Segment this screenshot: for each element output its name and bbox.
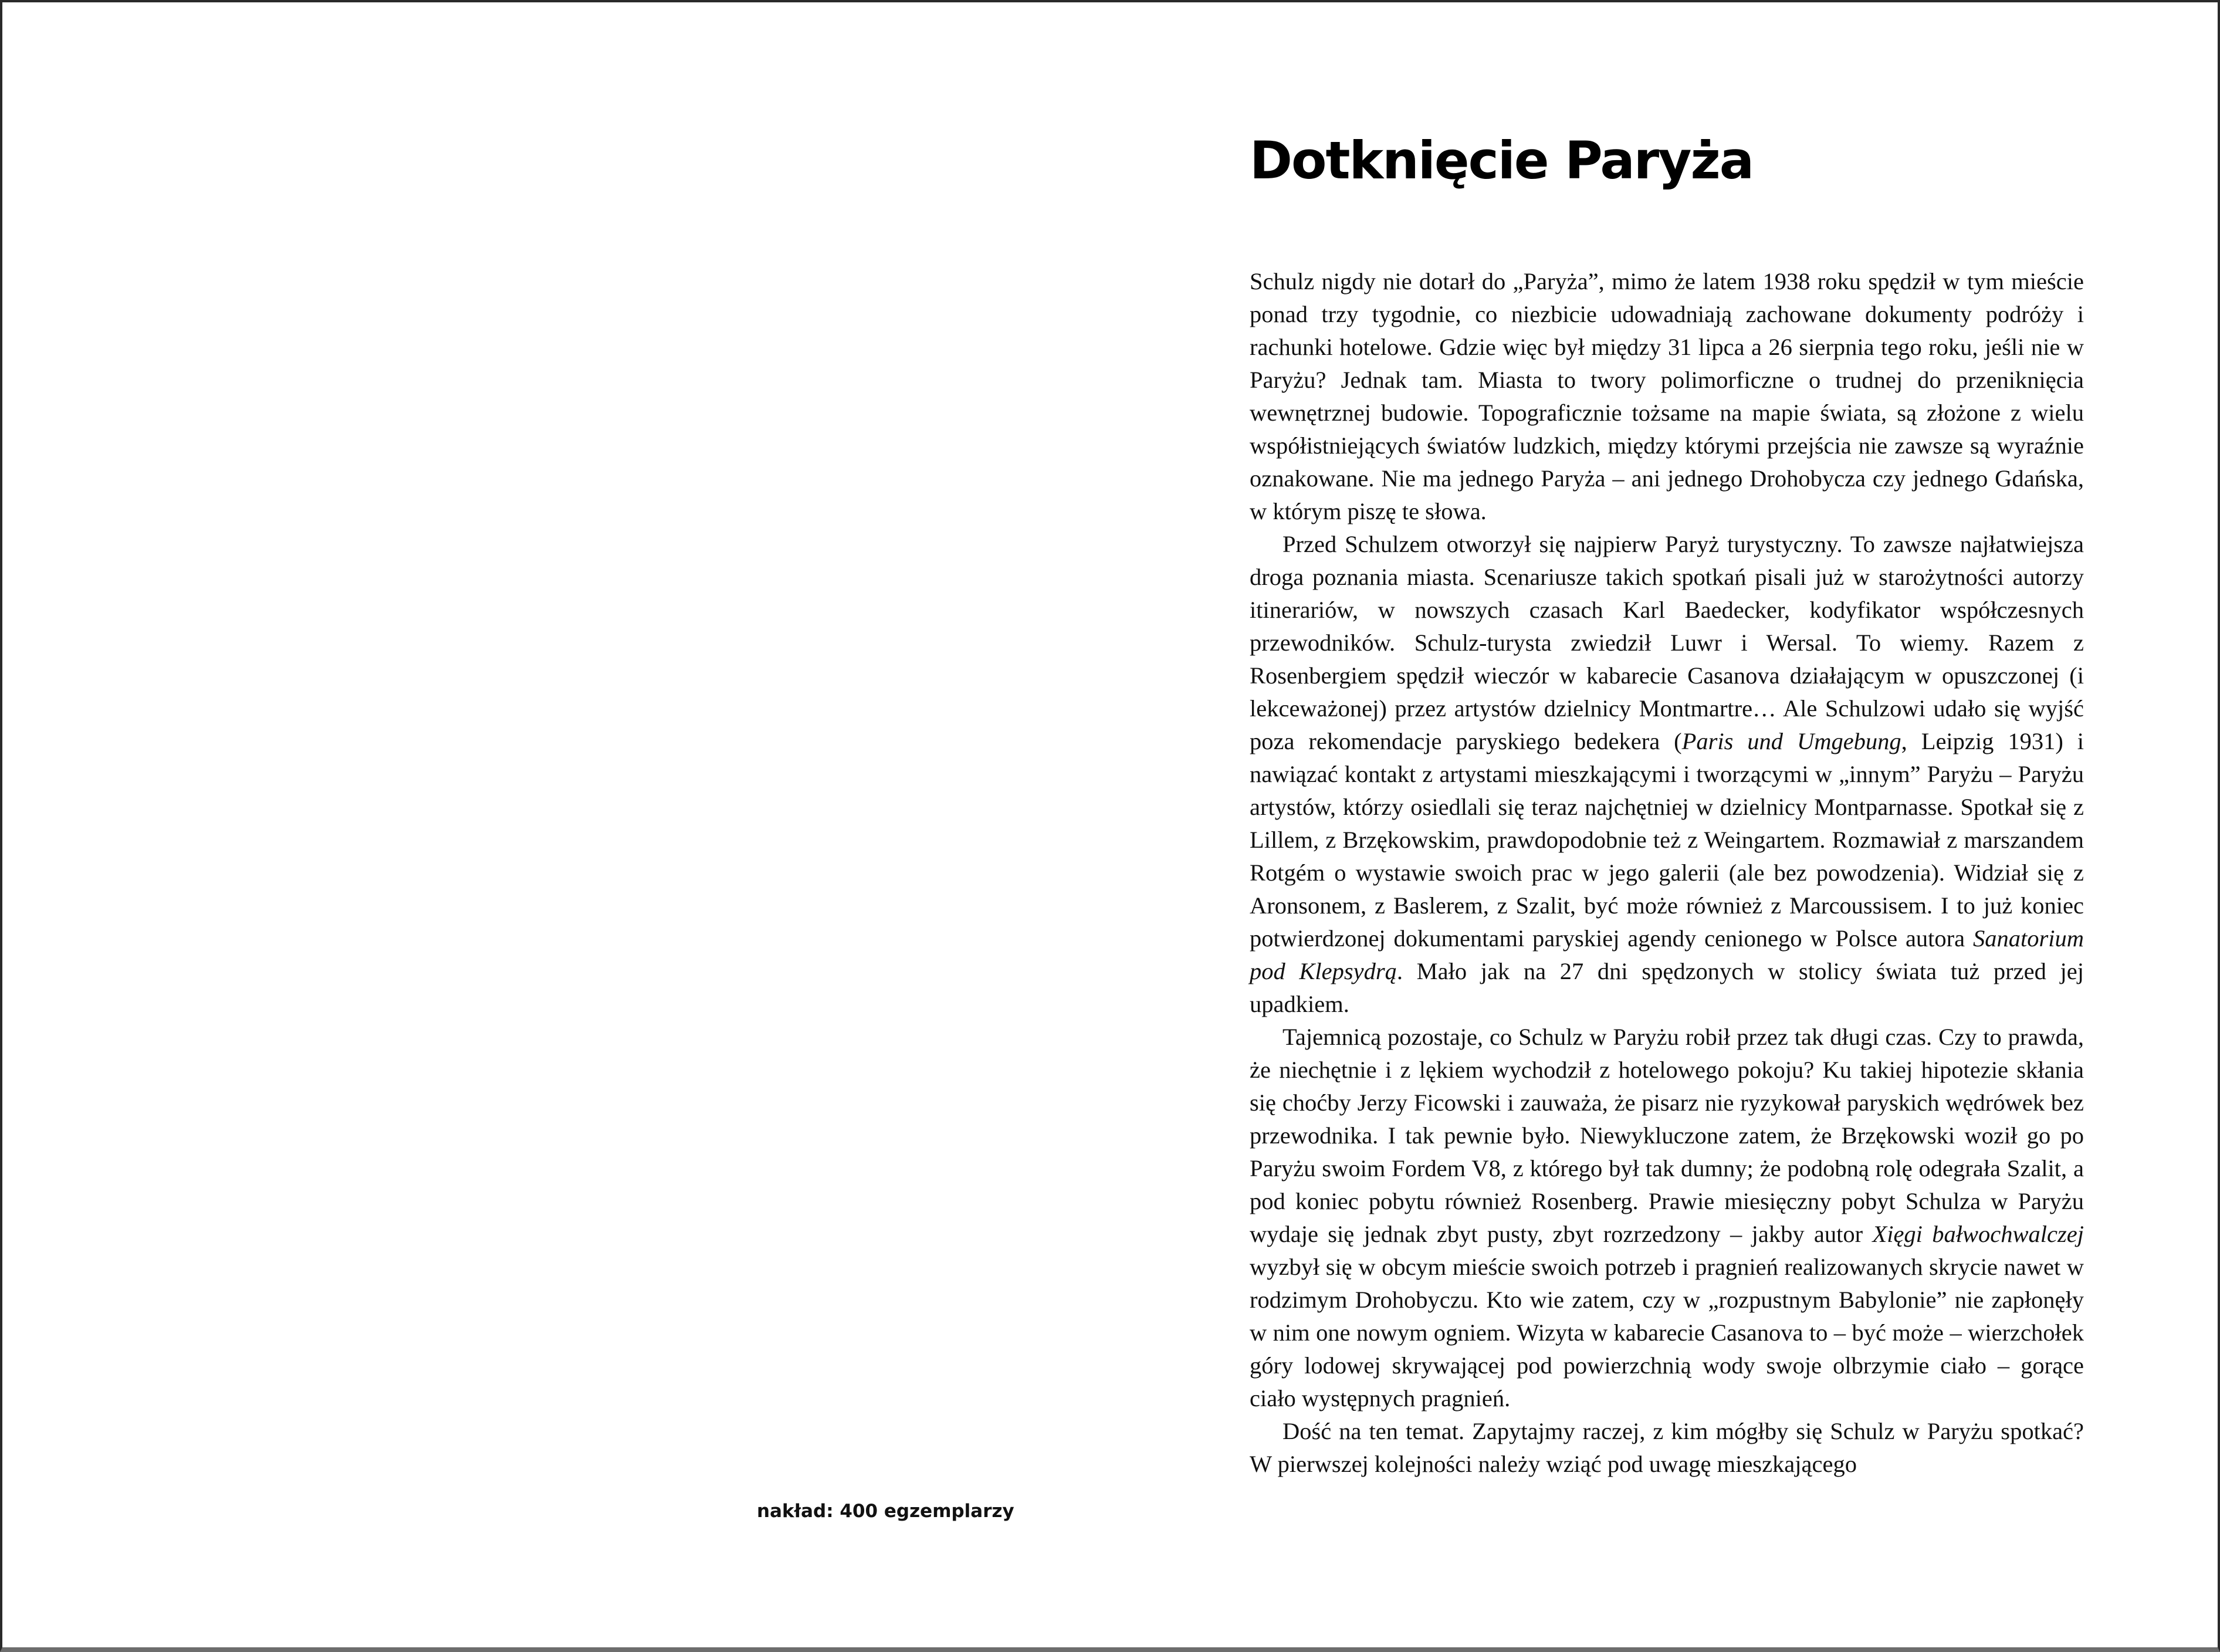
body-text: [1250, 265, 2084, 1481]
paragraph-text: . Mało jak na 27 dni spędzonych w stolicy świata tuż przed jej upadkiem.: [1250, 958, 2084, 1017]
paragraph-text: Dość na ten temat. Zapytajmy raczej, z kim mógłby się Schulz w Paryżu spotkać? W pierwszej kolejności należy wziąć pod uwagę mieszkającego: [1250, 1418, 2084, 1477]
paragraph-text: , Leipzig 1931) i nawiązać kontakt z artystami mieszkającymi i tworzącymi w „innym” Paryżu – Paryżu artystów, którzy osiedlali się teraz najchętniej w dzielnicy Montparnasse. Spotkał się z Lillem, z Brzękowskim, prawdopodobnie też z Weingartem. Rozmawiał z marszandem Rotgém o wystawie swoich prac w jego galerii (ale bez powodzenia). Widział się z Aronsonem, z Baslerem, z Szalit, być może również z Marcoussisem. I to już koniec potwierdzonej dokumentami paryskiej agendy cenionego w Polsce autora: [1250, 728, 2084, 952]
paragraph: [1250, 265, 2084, 528]
paragraph-text: Schulz nigdy nie dotarł do „Paryża”, mimo że latem 1938 roku spędził w tym mieście ponad trzy tygodnie, co niezbicie udowadniają zachowane dokumenty podróży i rachunki hotelowe. Gdzie więc był między 31 lipca a 26 sierpnia tego roku, jeśli nie w Paryżu? Jednak tam. Miasta to twory polimorficzne o trudnej do przeniknięcia wewnętrznej budowie. Topograficznie tożsame na mapie świata, są złożone z wielu współistniejących światów ludzkich, między którymi przejścia nie zawsze są wyraźnie oznakowane. Nie ma jednego Paryża – ani jednego Drohobycza czy jednego Gdańska, w którym piszę te słowa.: [1250, 268, 2084, 524]
book-title-italic: Sanatorium pod Klepsydrą: [1250, 925, 2084, 984]
chapter-title: Dotknięcie Paryża: [1250, 130, 1754, 191]
paragraph: [1250, 1415, 2084, 1481]
paragraph-text: Tajemnicą pozostaje, co Schulz w Paryżu robił przez tak długi czas. Czy to prawda, że niechętnie i z lękiem wychodził z hotelowego pokoju? Ku takiej hipotezie skłania się choćby Jerzy Ficowski i zauważa, że pisarz nie ryzykował paryskich wędrówek bez przewodnika. I tak pewnie było. Niewykluczone zatem, że Brzękowski woził go po Paryżu swoim Fordem V8, z którego był tak dumny; że podobną rolę odegrała Szalit, a pod koniec pobytu również Rosenberg. Prawie miesięczny pobyt Schulza w Paryżu wydaje się jednak zbyt pusty, zbyt rozrzedzony – jakby autor: [1250, 1024, 2084, 1247]
paragraph: [1250, 1021, 2084, 1415]
book-title-italic: Paris und Umgebung: [1681, 728, 1901, 754]
paragraph-text: wyzbył się w obcym mieście swoich potrzeb i pragnień realizowanych skrycie nawet w rodzimym Drohobyczu. Kto wie zatem, czy w „rozpustnym Babylonie” nie zapłonęły w nim one nowym ogniem. Wizyta w kabarecie Casanova to – być może – wierzchołek góry lodowej skrywającej pod powierzchnią wody swoje olbrzymie ciało – gorące ciało występnych pragnień.: [1250, 1254, 2084, 1411]
print-run-note: nakład: 400 egzemplarzy: [757, 1501, 1014, 1522]
paragraph: [1250, 528, 2084, 1021]
left-page: [2, 2, 1112, 1650]
paragraph-text: Przed Schulzem otworzył się najpierw Paryż turystyczny. To zawsze najłatwiejsza droga poznania miasta. Scenariusze takich spotkań pisali już w starożytności autorzy itinerariów, w nowszych czasach Karl Baedecker, kodyfikator współczesnych przewodników. Schulz-turysta zwiedził Luwr i Wersal. To wiemy. Razem z Rosenbergiem spędził wieczór w kabarecie Casanova działającym w opuszczonej (i lekceważonej) przez artystów dzielnicy Montmartre… Ale Schulzowi udało się wyjść poza rekomendacje paryskiego bedekera (: [1250, 531, 2084, 754]
book-title-italic: Xięgi bałwochwalczej: [1872, 1221, 2084, 1247]
